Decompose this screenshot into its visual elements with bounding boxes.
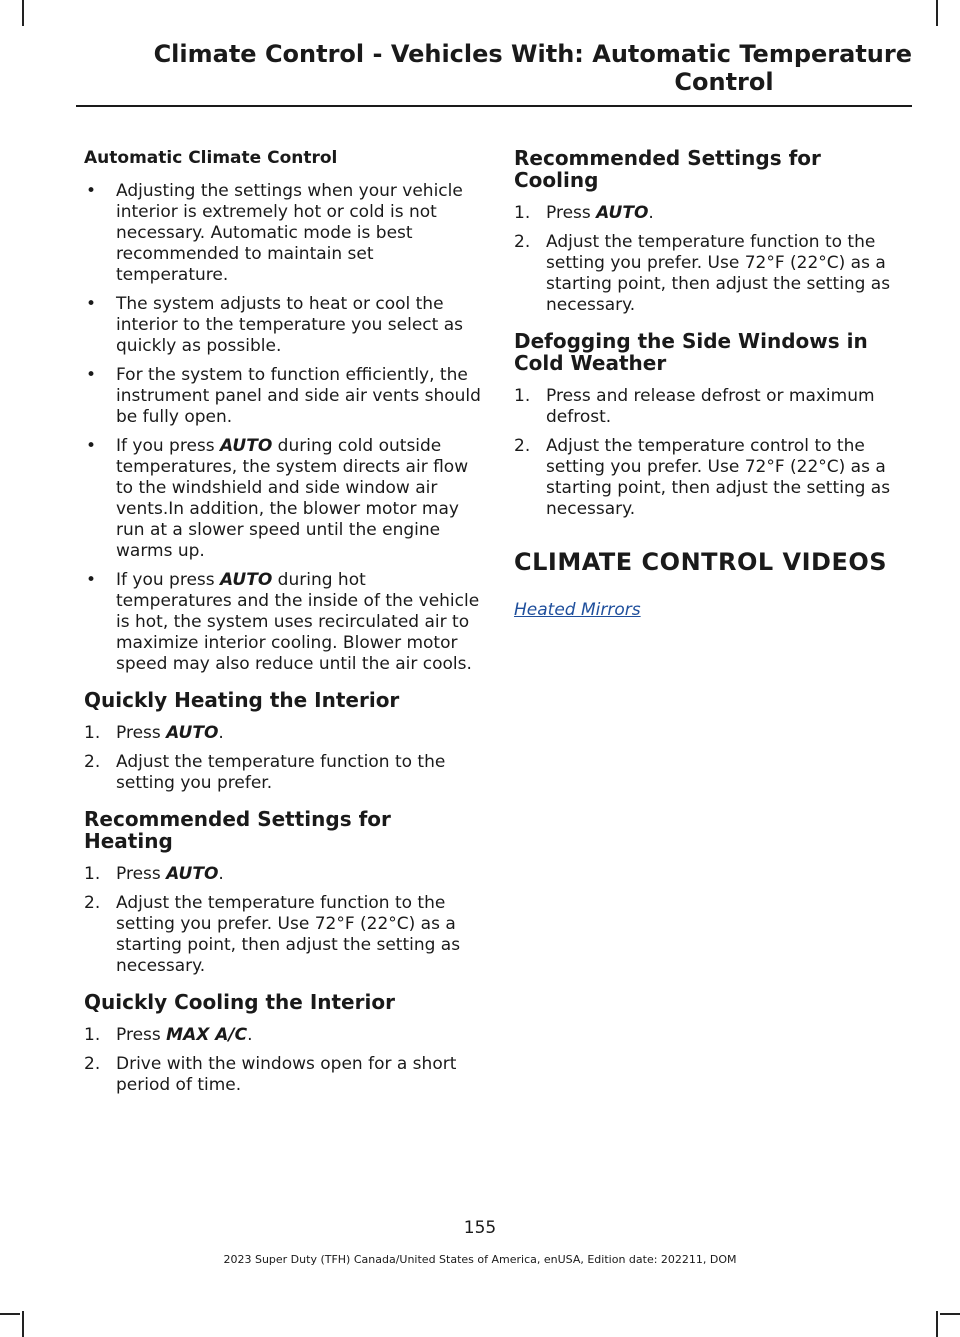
item-text: Adjusting the settings when your vehicle interior is extremely hot or cold is not necessary. Automatic mode is best recommended to maintain set temperature.	[116, 181, 463, 285]
crop-mark	[0, 1313, 20, 1315]
crop-mark	[22, 1311, 24, 1337]
crop-mark	[22, 0, 24, 26]
crop-mark	[940, 1313, 960, 1315]
control-keyword: AUTO	[596, 203, 649, 223]
step-number: 1.	[84, 723, 101, 743]
bullet-item	[84, 294, 482, 357]
item-text: during hot temperatures and the inside of the vehicle is hot, the system uses recirculated air to maximize interior cooling. Blower motor speed may also reduce until the air cools.	[116, 570, 480, 674]
step-item	[514, 203, 908, 224]
defogging-steps	[514, 386, 908, 520]
item-text: Drive with the windows open for a short period of time.	[116, 1054, 457, 1095]
step-number: 2.	[84, 893, 101, 913]
bullet-item	[84, 365, 482, 428]
section-heading-quickly-heating: Quickly Heating the Interior	[84, 688, 400, 712]
page-header-title	[76, 40, 912, 96]
item-text: Adjust the temperature function to the setting you prefer. Use 72°F (22°C) as a starting point, then adjust the setting as necessary.	[116, 893, 461, 976]
step-item	[514, 386, 908, 428]
control-keyword: AUTO	[220, 436, 273, 456]
item-text: Press	[116, 723, 167, 743]
left-column	[84, 147, 482, 1110]
control-keyword: AUTO	[166, 723, 219, 743]
page-number: 155	[463, 1218, 497, 1238]
header-title-line1: Climate Control - Vehicles With: Automatic Temperature	[153, 40, 912, 68]
section-heading-quickly-cooling: Quickly Cooling the Interior	[84, 990, 395, 1014]
crop-mark	[936, 1311, 938, 1337]
item-text: Press	[546, 203, 597, 223]
step-item	[84, 723, 482, 744]
item-text: The system adjusts to heat or cool the interior to the temperature you select as quickly as possible.	[116, 294, 463, 356]
step-item	[84, 864, 482, 885]
control-keyword: AUTO	[166, 864, 219, 884]
step-number: 2.	[84, 752, 101, 772]
bullet-item	[84, 570, 482, 675]
item-text: during cold outside temperatures, the system directs air flow to the windshield and side window air vents.In addition, the blower motor may run at a slower speed until the engine warms up.	[116, 436, 469, 561]
section-heading-defogging-side-windows: Defogging the Side Windows in Cold Weather	[514, 329, 868, 375]
footer-edition-text: 2023 Super Duty (TFH) Canada/United States of America, enUSA, Edition date: 202211, DOM	[223, 1253, 737, 1266]
bullet-item	[84, 181, 482, 286]
heated-mirrors-video-link[interactable]: Heated Mirrors	[514, 600, 641, 620]
automatic-climate-bullets	[84, 181, 482, 675]
step-item	[514, 436, 908, 520]
step-number: 1.	[514, 203, 531, 223]
step-item	[84, 1025, 482, 1046]
step-number: 1.	[514, 386, 531, 406]
item-text: .	[218, 864, 224, 884]
section-heading-climate-control-videos: CLIMATE CONTROL VIDEOS	[514, 548, 888, 576]
recommended-cooling-steps	[514, 203, 908, 316]
item-text: Adjust the temperature function to the setting you prefer.	[116, 752, 446, 793]
header-title-line2: Control	[674, 68, 774, 96]
header-divider	[76, 105, 912, 107]
control-keyword: MAX A/C	[166, 1025, 248, 1045]
crop-mark	[936, 0, 938, 26]
step-number: 2.	[84, 1054, 101, 1074]
item-text: .	[247, 1025, 253, 1045]
item-text: Press and release defrost or maximum defrost.	[546, 386, 875, 427]
item-text: If you press	[116, 436, 221, 456]
quickly-heating-steps	[84, 723, 482, 794]
item-text: Press	[116, 1025, 167, 1045]
item-text: Adjust the temperature control to the setting you prefer. Use 72°F (22°C) as a starting point, then adjust the setting as necessary.	[546, 436, 891, 519]
quickly-cooling-steps	[84, 1025, 482, 1096]
item-text: .	[218, 723, 224, 743]
step-item	[84, 893, 482, 977]
step-item	[84, 752, 482, 794]
item-text: If you press	[116, 570, 221, 590]
item-text: .	[648, 203, 654, 223]
step-number: 2.	[514, 436, 531, 456]
section-heading-automatic-climate-control: Automatic Climate Control	[84, 148, 338, 168]
step-number: 2.	[514, 232, 531, 252]
control-keyword: AUTO	[220, 570, 273, 590]
bullet-item	[84, 436, 482, 562]
right-column	[514, 147, 908, 621]
step-item	[84, 1054, 482, 1096]
item-text: Press	[116, 864, 167, 884]
item-text: Adjust the temperature function to the setting you prefer. Use 72°F (22°C) as a starting point, then adjust the setting as necessary.	[546, 232, 891, 315]
section-heading-recommended-cooling: Recommended Settings for Cooling	[514, 146, 821, 192]
step-number: 1.	[84, 864, 101, 884]
step-item	[514, 232, 908, 316]
section-heading-recommended-heating: Recommended Settings for Heating	[84, 807, 391, 853]
item-text: For the system to function efficiently, the instrument panel and side air vents should be fully open.	[116, 365, 481, 427]
step-number: 1.	[84, 1025, 101, 1045]
recommended-heating-steps	[84, 864, 482, 977]
